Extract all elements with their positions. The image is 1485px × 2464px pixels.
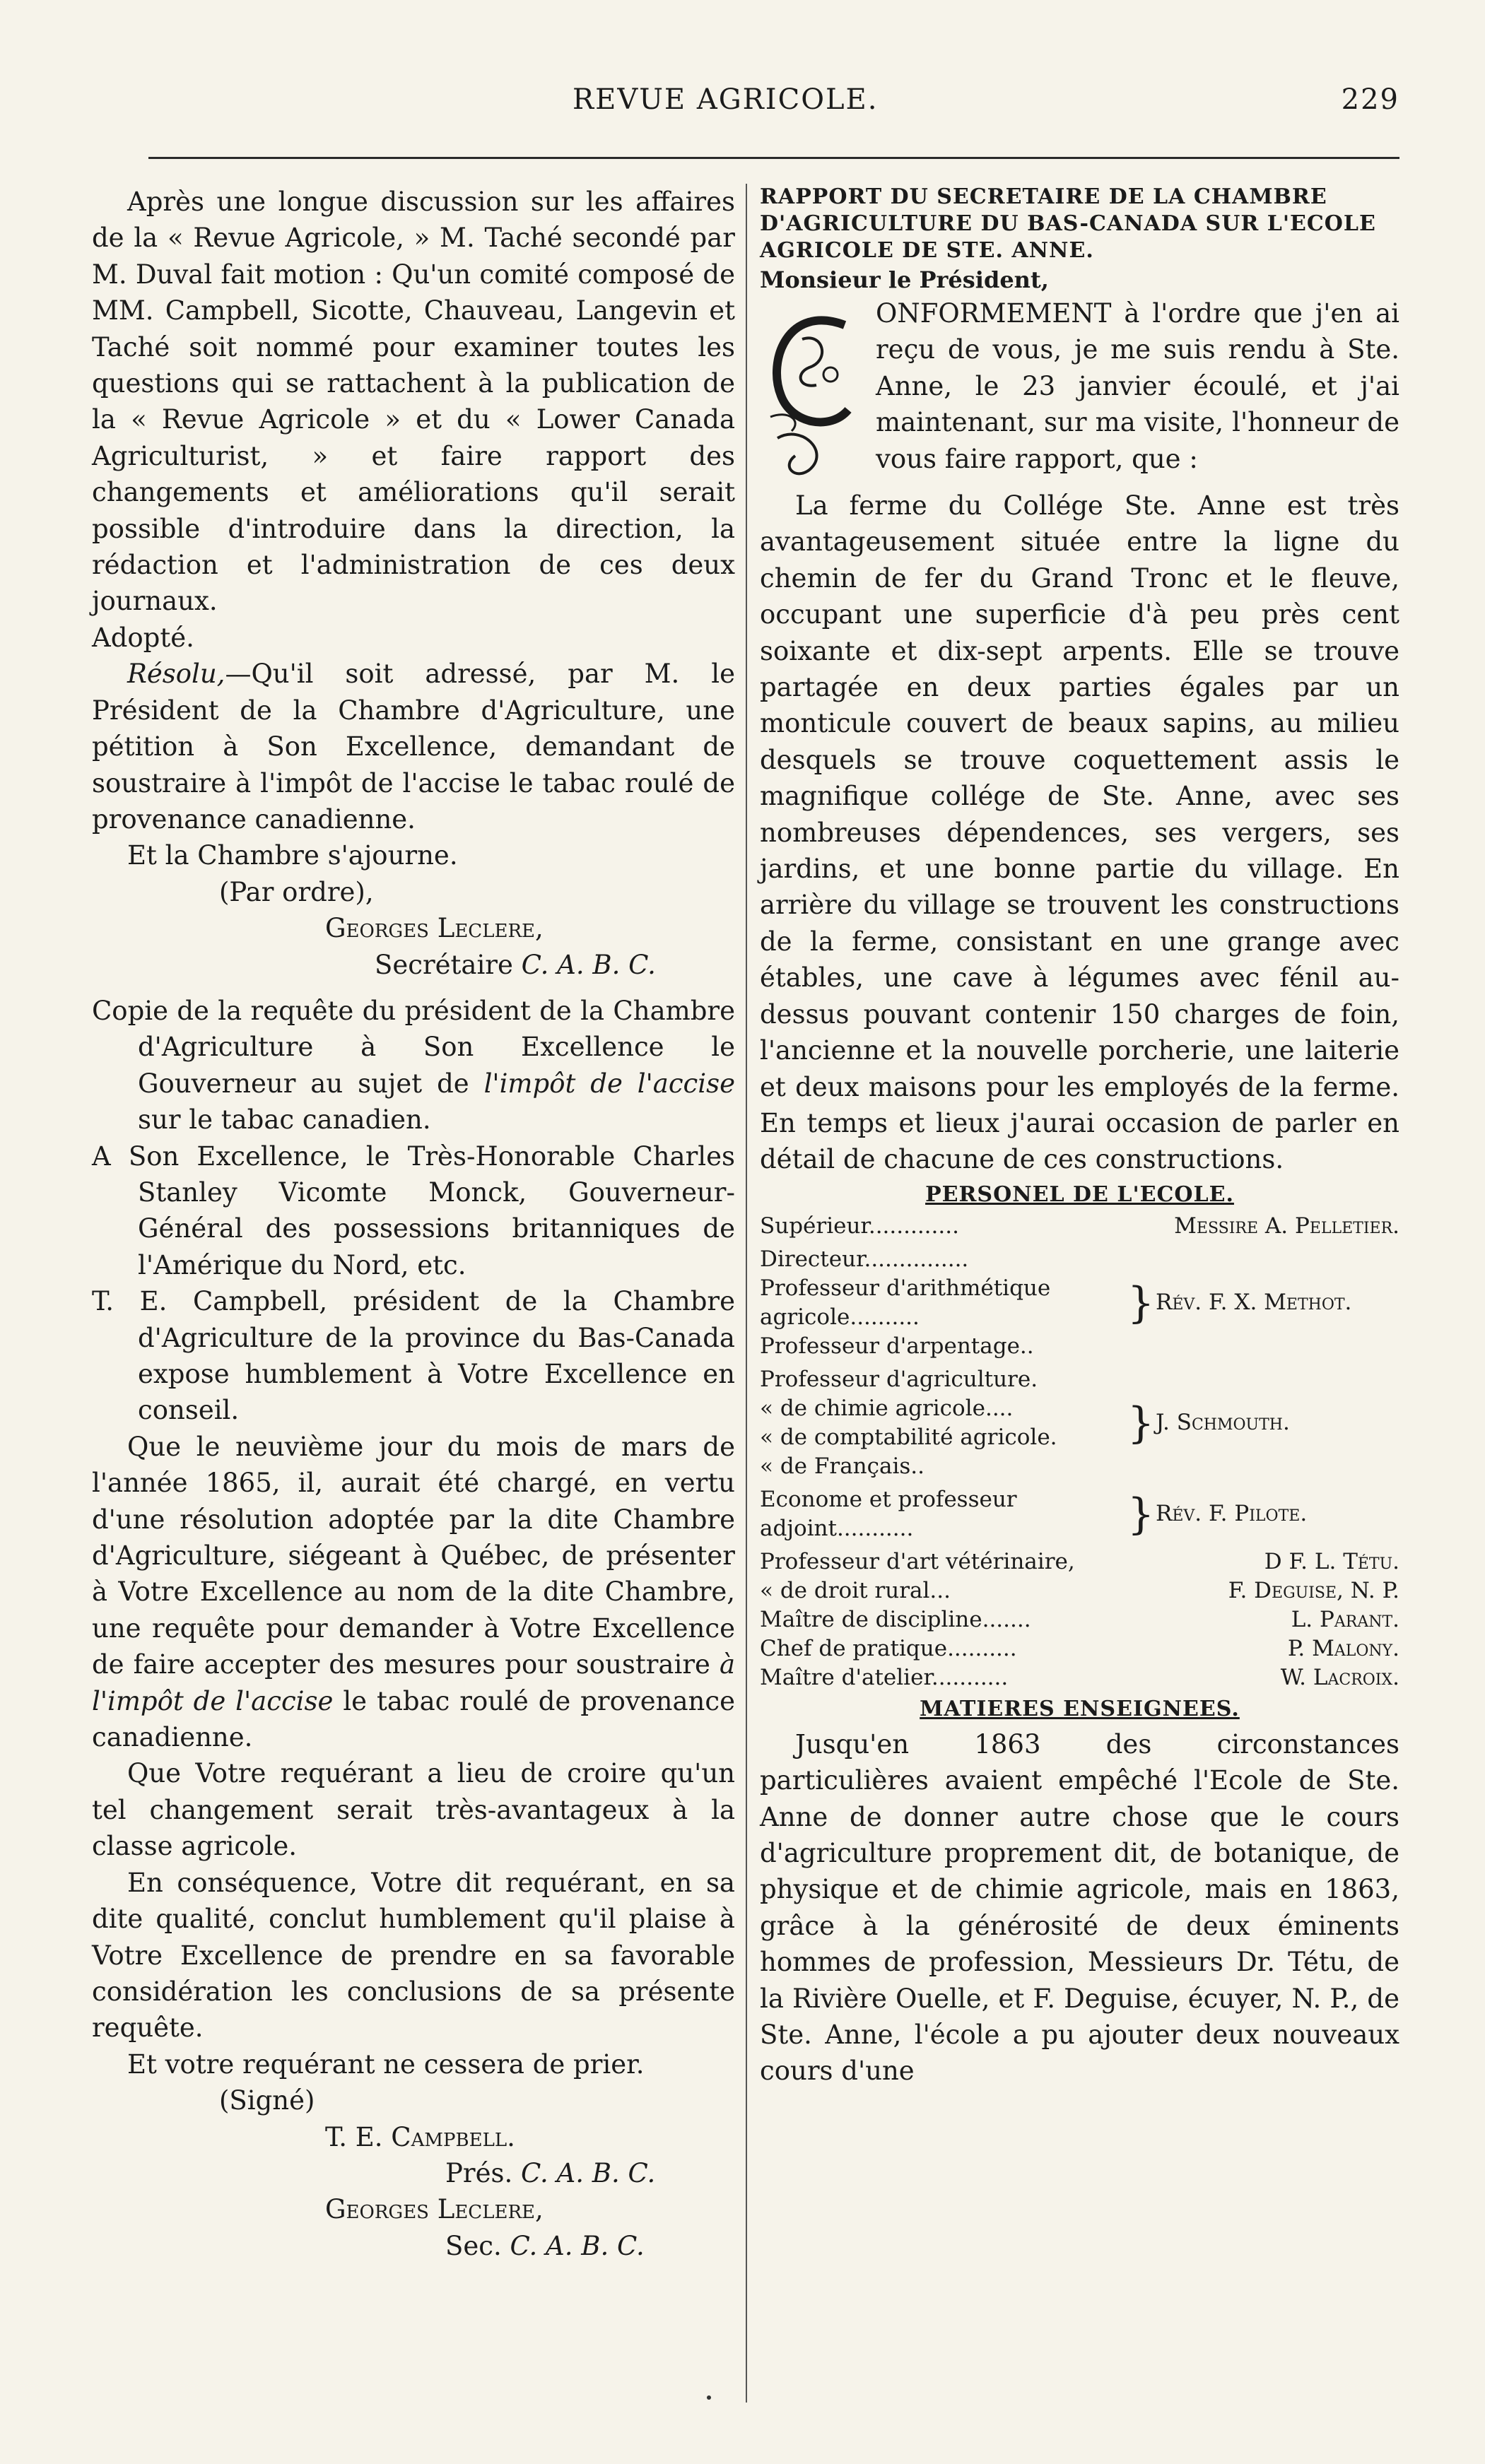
staff-person: J. Schmouth. bbox=[1156, 1410, 1290, 1436]
brace-icon: } bbox=[1127, 1278, 1155, 1328]
staff-role: Chef de pratique.......... bbox=[760, 1635, 1017, 1661]
adjourn-line: Et la Chambre s'ajourne. bbox=[127, 840, 458, 871]
pres-label: Prés. bbox=[445, 2157, 513, 2188]
staff-person: P. Malony. bbox=[1287, 1635, 1399, 1661]
whereas-paragraph-2: Que Votre requérant a lieu de croire qu'un tel changement serait très-avantageux à la classe agricole. bbox=[92, 1758, 735, 1862]
staff-role: Professeur d'agriculture. bbox=[760, 1366, 1038, 1392]
staff-group-2-roles bbox=[760, 1365, 1127, 1481]
signature-campbell-title bbox=[92, 2155, 735, 2191]
subjects-section-title: MATIERES ENSEIGNEES. bbox=[920, 1696, 1240, 1721]
staff-role: Professeur d'arpentage.. bbox=[760, 1333, 1034, 1359]
staff-group-1-roles bbox=[760, 1245, 1127, 1361]
column-divider bbox=[746, 184, 747, 2403]
signature-name: Georges Leclere, bbox=[325, 913, 544, 944]
whereas-1c: le tabac roulé de provenance canadienne. bbox=[92, 1685, 736, 1753]
staff-role: Professeur d'art vétérinaire, bbox=[760, 1548, 1075, 1574]
staff-row bbox=[760, 1663, 1399, 1692]
journal-page bbox=[92, 78, 1399, 2410]
staff-row bbox=[760, 1548, 1399, 1576]
staff-role: « de chimie agricole.... bbox=[760, 1395, 1014, 1421]
copy-heading-b: l'impôt de l'accise bbox=[483, 1068, 735, 1099]
intro-capitals: ONFORMEMENT bbox=[876, 298, 1112, 329]
subjects-paragraph: Jusqu'en 1863 des circonstances particulières avaient empêché l'Ecole de Ste. Anne de donner autre chose que le cours d'agriculture proprement dit, de botanique, de physique et de chimie agricole, mais en 1863, grâce à la générosité de deux éminents hommes de profession, Messieurs Dr. Tétu, de la Rivière Ouelle, et F. Deguise, écuyer, N. P., de Ste. Anne, l'école a pu ajouter deux nouveaux cours d'une bbox=[760, 1728, 1399, 2087]
whereas-paragraph-1 bbox=[92, 1429, 735, 1756]
resolution-text: —Qu'il soit adressé, par M. le Président de la Chambre d'Agriculture, une pétition à Son Excellence, demandant de soustraire à l'impôt de l'accise le tabac roulé de provenance canadienne. bbox=[92, 659, 735, 835]
pres-initials: C. A. B. C. bbox=[521, 2157, 656, 2188]
staff-role: Supérieur............. bbox=[760, 1213, 959, 1239]
sec-initials: C. A. B. C. bbox=[510, 2230, 645, 2261]
whereas-1b: à l'impôt de l'accise bbox=[92, 1649, 736, 1716]
consequence-paragraph: En conséquence, Votre dit requérant, en sa dite qualité, conclut humblement qu'il plaise à Votre Excellence de prendre en sa favorable considération les conclusions de sa présente requête. bbox=[92, 1867, 735, 2044]
page-mark bbox=[707, 2395, 711, 2400]
signature-campbell: T. E. Campbell. bbox=[325, 2121, 515, 2152]
signature-leclere-title bbox=[92, 2228, 735, 2264]
staff-person: Messire A. Pelletier. bbox=[1174, 1213, 1399, 1239]
brace-icon: } bbox=[1127, 1398, 1155, 1448]
staff-person: F. Deguise, N. P. bbox=[1228, 1577, 1399, 1603]
staff-person: Rév. F. Pilote. bbox=[1156, 1501, 1308, 1527]
farm-paragraph: La ferme du Collége Ste. Anne est très avantageusement située entre la ligne du chemin de fer du Grand Tronc et le fleuve, occupant une superficie d'à peu près cent soixante et dix-sept arpents. Elle se trouve partagée en deux parties égales par un monticule couvert de beaux sapins, au milieu desquels se trouve coquettement assis le magnifique collége de Ste. Anne, avec ses nombreuses dépendences, ses vergers, ses jardins, et une bonne partie du village. En arrière du village se trouvent les constructions de la ferme, consistant en une grange avec étables, une cave à légumes avec fénil au-dessus pouvant contenir 150 charges de foin, l'ancienne et la nouvelle porcherie, une laiterie et deux maisons pour les employés de la ferme. En temps et lieux j'aurai occasion de parler en détail de chacune de ces constructions. bbox=[760, 490, 1399, 1175]
signature-initials: C. A. B. C. bbox=[521, 949, 656, 980]
left-column bbox=[92, 184, 735, 2264]
staff-person: L. Parant. bbox=[1291, 1606, 1399, 1632]
copy-heading bbox=[92, 993, 735, 1138]
brace-icon: } bbox=[1127, 1489, 1155, 1539]
copy-heading-c: sur le tabac canadien. bbox=[138, 1104, 431, 1136]
resolution-label: Résolu, bbox=[127, 659, 225, 690]
staff-person: W. Lacroix. bbox=[1280, 1664, 1399, 1690]
staff-role: Professeur d'arithmétique agricole.......... bbox=[760, 1275, 1051, 1330]
staff-role: Maître d'atelier........... bbox=[760, 1664, 1009, 1690]
staff-group-3 bbox=[760, 1485, 1399, 1543]
whereas-1a: Que le neuvième jour du mois de mars de l'année 1865, il, aurait été chargé, en vertu d'une résolution adoptée par la dite Chambre d'Agriculture, siégeant à Québec, de présenter à Votre Excellence au nom de la dite Chambre, une requête pour demander à Votre Excellence de faire accepter des mesures pour soustraire bbox=[92, 1431, 735, 1680]
copy-heading-a: Copie de la requête du président de la Chambre d'Agriculture à Son Excellence le Gouverneur au sujet de bbox=[92, 995, 735, 1099]
adopted-line: Adopté. bbox=[92, 622, 194, 653]
prayer-line: Et votre requérant ne cessera de prier. bbox=[127, 2049, 645, 2080]
signature-title-text: Secrétaire bbox=[375, 949, 513, 980]
resolution-paragraph bbox=[92, 656, 735, 837]
staff-role: « de droit rural... bbox=[760, 1577, 951, 1603]
report-heading: RAPPORT DU SECRETAIRE DE LA CHAMBRE D'AGRICULTURE DU BAS-CANADA SUR L'ECOLE AGRICOLE DE STE. ANNE. bbox=[760, 184, 1376, 263]
intro-text: à l'ordre que j'en ai reçu de vous, je me suis rendu à Ste. Anne, le 23 janvier écoulé, et j'ai maintenant, sur ma visite, l'honneur de vous faire rapport, que : bbox=[876, 298, 1399, 474]
sec-label: Sec. bbox=[445, 2230, 502, 2261]
staff-list bbox=[760, 1212, 1399, 1692]
by-order-line: (Par ordre), bbox=[219, 876, 374, 907]
staff-person: D F. L. Tétu. bbox=[1264, 1548, 1399, 1574]
salutation: Monsieur le Président, bbox=[760, 266, 1049, 293]
running-title: REVUE AGRICOLE. bbox=[573, 83, 879, 116]
staff-role: Directeur............... bbox=[760, 1246, 969, 1272]
staff-role: Maître de discipline....... bbox=[760, 1606, 1031, 1632]
staff-row-superieur bbox=[760, 1212, 1399, 1241]
staff-section-title: PERSONEL DE L'ECOLE. bbox=[925, 1181, 1234, 1207]
signature-leclere: Georges Leclere, bbox=[325, 2194, 544, 2225]
address-paragraph: A Son Excellence, le Très-Honorable Charles Stanley Vicomte Monck, Gouverneur-Général des possessions britanniques de l'Amérique du Nord, etc. bbox=[92, 1140, 735, 1280]
staff-row bbox=[760, 1576, 1399, 1605]
staff-role: Econome et professeur adjoint........... bbox=[760, 1486, 1017, 1541]
staff-group-1 bbox=[760, 1245, 1399, 1361]
running-header bbox=[92, 78, 1399, 127]
staff-person: Rév. F. X. Methot. bbox=[1156, 1290, 1352, 1316]
signed-line: (Signé) bbox=[219, 2085, 315, 2116]
right-column bbox=[760, 184, 1399, 2089]
discussion-paragraph: Après une longue discussion sur les affaires de la « Revue Agricole, » M. Taché secondé par M. Duval fait motion : Qu'un comité composé de MM. Campbell, Sicotte, Chauveau, Langevin et Taché soit nommé pour examiner toutes les questions qui se rattachent à la publication de la « Revue Agricole » et du « Lower Canada Agriculturist, » et faire rapport des changements et améliorations qu'il serait possible d'introduire dans la direction, la rédaction et l'administration de ces deux journaux. bbox=[92, 187, 735, 617]
header-rule bbox=[148, 157, 1399, 159]
staff-group-3-roles bbox=[760, 1485, 1127, 1543]
staff-role: « de Français.. bbox=[760, 1453, 925, 1479]
staff-group-2 bbox=[760, 1365, 1399, 1481]
ornamental-initial-c-icon bbox=[760, 297, 866, 488]
signature-title bbox=[92, 947, 735, 983]
staff-row bbox=[760, 1634, 1399, 1663]
staff-row bbox=[760, 1605, 1399, 1634]
page-number: 229 bbox=[1341, 83, 1399, 116]
staff-role: « de comptabilité agricole. bbox=[760, 1424, 1057, 1450]
campbell-paragraph: T. E. Campbell, président de la Chambre d'Agriculture de la province du Bas-Canada expose humblement à Votre Excellence en conseil. bbox=[92, 1286, 735, 1426]
